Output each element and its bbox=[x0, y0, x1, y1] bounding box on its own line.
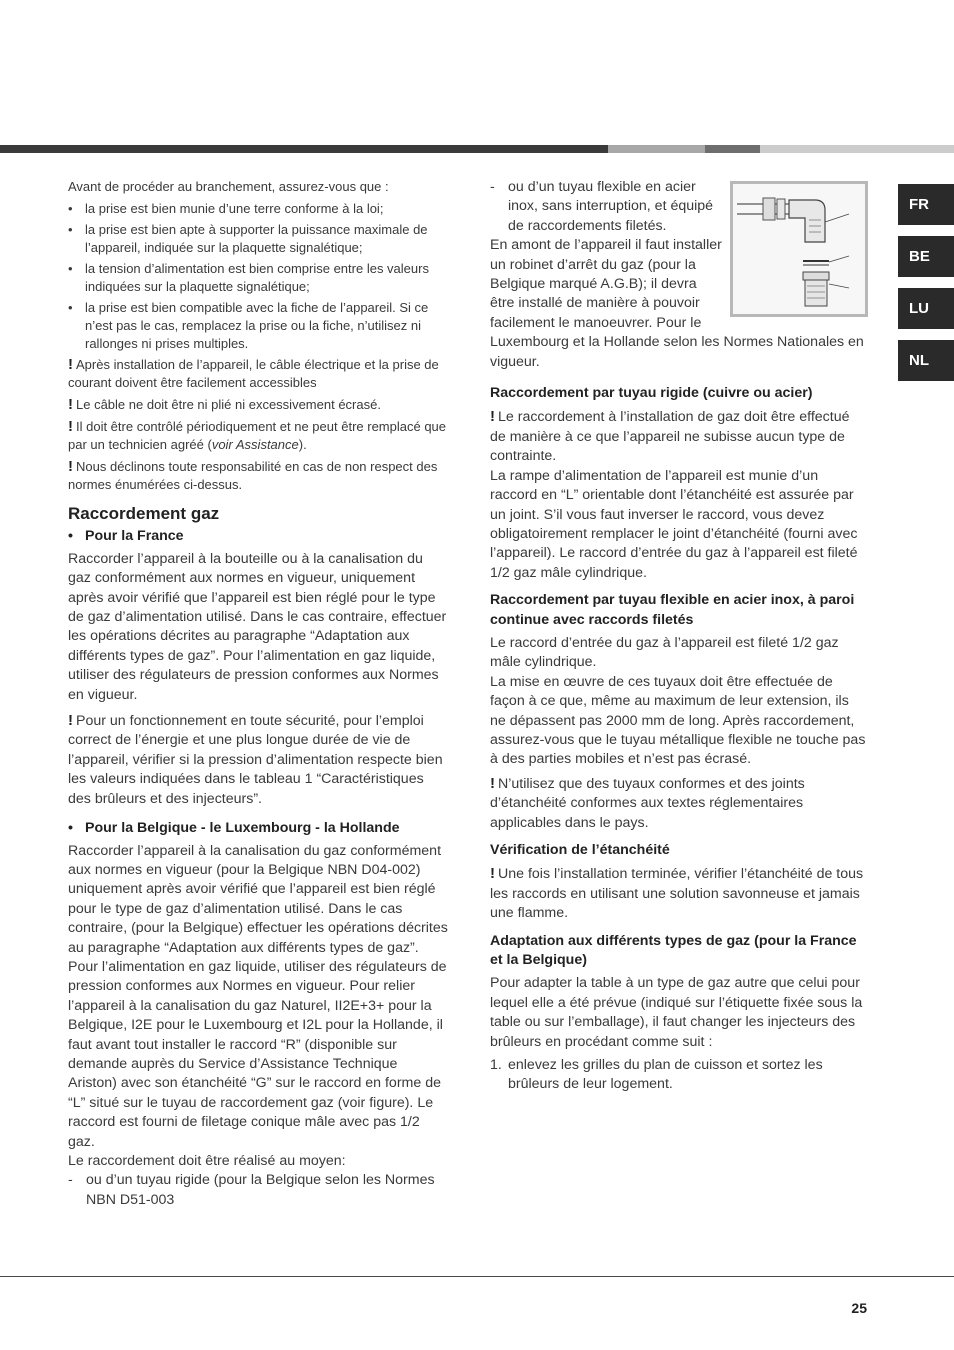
exclamation-icon: ! bbox=[68, 418, 73, 435]
paragraph: La rampe d’alimentation de l’appareil est munie d’un raccord en “L” orientable dont l’étanchéité est assurée par un joint. S’il vous faut inverser le raccord, vous devez obligatoirement remplacer le joint d’étanchéité (fourni avec l’appareil). Le raccord d’entrée du gaz à l’appareil est fileté 1/2 gaz mâle cylindrique. bbox=[490, 467, 858, 581]
subsection-heading: Adaptation aux différents types de gaz (pour la France et la Belgique) bbox=[490, 932, 857, 969]
paragraph: Le raccord d’entrée du gaz à l’appareil est fileté 1/2 gaz mâle cylindrique. bbox=[490, 634, 839, 671]
tab-be[interactable]: BE bbox=[898, 236, 954, 277]
subsection-heading: Raccordement par tuyau flexible en acier inox, à paroi continue avec raccords filetés bbox=[490, 592, 855, 628]
list-item: • la prise est bien munie d’une terre conforme à la loi; bbox=[68, 201, 384, 216]
exclamation-icon: ! bbox=[68, 458, 73, 475]
paragraph: Le raccordement doit être réalisé au moyen: bbox=[68, 1153, 346, 1169]
warning-text: ! Pour un fonctionnement en toute sécurité, pour l’emploi correct de l’énergie et une plus longue durée de vie de l’appareil, vérifier si la pression d’alimentation respecte bien les valeurs indiquées dans le tableau 1 “Caractéristiques des brûleurs et des injecteurs”. bbox=[68, 712, 443, 807]
language-tabs bbox=[898, 184, 954, 392]
left-column bbox=[68, 178, 448, 1210]
list-item: • la prise est bien compatible avec la fiche de l’appareil. Si ce n’est pas le cas, remplacez la prise ou la fiche, n’utilisez ni rallonges ni prises multiples. bbox=[68, 300, 429, 351]
paragraph: En amont de l’appareil il faut installer un robinet d’arrêt du gaz (pour la Belgique marqué A.G.B); il devra être installé de manière à pouvoir facilement le manoeuvrer. Pour le Luxembourg et la Hollande selon les Normes Nationales en vigueur. bbox=[490, 237, 864, 370]
page-number: 25 bbox=[851, 1300, 867, 1316]
header-bar-dark bbox=[0, 145, 608, 153]
header-bar-light bbox=[760, 145, 954, 153]
header-bar bbox=[0, 145, 954, 153]
warning-text: ! Il doit être contrôlé périodiquement et ne peut être remplacé que par un technicien agréé (voir Assistance). bbox=[68, 418, 447, 452]
warning-text: ! Nous déclinons toute responsabilité en cas de non respect des normes énumérées ci-dessus. bbox=[68, 458, 438, 492]
warning-text: ! Le raccordement à l’installation de gaz doit être effectué de manière à ce que l’appareil ne subisse aucun type de contrainte. bbox=[490, 408, 850, 465]
header-bar-gray bbox=[705, 145, 760, 153]
tab-fr[interactable]: FR bbox=[898, 184, 954, 225]
exclamation-icon: ! bbox=[490, 865, 495, 883]
subsection-heading: Raccordement par tuyau rigide (cuivre ou acier) bbox=[490, 385, 813, 402]
list-item: - ou d’un tuyau flexible en acier inox, sans interruption, et équipé de raccordements filetés. bbox=[490, 179, 714, 234]
intro-text: Avant de procéder au branchement, assurez-vous que : bbox=[68, 179, 389, 194]
paragraph: Raccorder l’appareil à la canalisation du gaz conformément aux normes en vigueur (pour la Belgique NBN D04-002) uniquement après avoir vérifié que l’appareil est bien réglé pour le type de gaz d’alimentation utilisé. Dans le cas contraire, (pour la Belgique) effectuer les opérations décrites au paragraphe “Adaptation aux différents types de gaz”. Pour l’alimentation en gaz liquide, utiliser des régulateurs de pression conformes aux Normes en vigueur. Pour relier l’appareil à la canalisation du gaz Naturel, II2E+3+ pour la Belgique, I2E pour le Luxembourg et I2L pour la Hollande, il faut avant tout installer le raccord “R” (disponible sur demande auprès du Service d’Assistance Technique Ariston) avec son étanchéité “G” sur le raccord en forme de “L” situé sur le tuyau de raccordement gaz (voir figure). Le raccord est fourni de filetage conique mâle avec pas 1/2 gaz. bbox=[68, 842, 448, 1150]
list-item: • la tension d’alimentation est bien comprise entre les valeurs indiquées sur la plaquette signalétique; bbox=[68, 261, 429, 294]
subsection-heading: Vérification de l’étanchéité bbox=[490, 842, 670, 858]
paragraph: La mise en œuvre de ces tuyaux doit être effectuée de façon à ce que, même au maximum de leur extension, ils ne dépassent pas 2000 mm de long. Après raccordement, assurez-vous que le tuyau métallique flexible ne touche pas à des parties mobiles et n’est pas écrasé. bbox=[490, 673, 866, 768]
subsection-heading: • Pour la France bbox=[68, 528, 184, 545]
exclamation-icon: ! bbox=[68, 396, 73, 413]
tab-nl[interactable]: NL bbox=[898, 340, 954, 381]
right-column bbox=[490, 178, 868, 1095]
footer-divider bbox=[0, 1276, 954, 1277]
subsection-heading: • Pour la Belgique - le Luxembourg - la Hollande bbox=[68, 820, 400, 837]
paragraph: Raccorder l’appareil à la bouteille ou à la canalisation du gaz conformément aux normes en vigueur, uniquement après avoir vérifié que l’appareil est bien réglé pour le type de gaz d’alimentation utilisé. Dans le cas contraire, effectuer les opérations décrites au paragraphe “Adaptation aux différents types de gaz”. Pour l’alimentation en gaz liquide, utiliser des régulateurs de pression conformes aux Normes en vigueur. bbox=[68, 550, 447, 703]
exclamation-icon: ! bbox=[490, 408, 495, 426]
header-bar-mid bbox=[608, 145, 705, 153]
tab-lu[interactable]: LU bbox=[898, 288, 954, 329]
list-item: - ou d’un tuyau rigide (pour la Belgique selon les Normes NBN D51-003 bbox=[68, 1172, 435, 1208]
figure-block bbox=[490, 178, 868, 376]
warning-text: ! Une fois l’installation terminée, vérifier l’étanchéité de tous les raccords en utilisant une solution savonneuse et jamais une flamme. bbox=[490, 865, 864, 922]
warning-text: ! Le câble ne doit être ni plié ni excessivement écrasé. bbox=[68, 396, 381, 413]
list-item: 1. enlevez les grilles du plan de cuisson et sortez les brûleurs de leur logement. bbox=[490, 1057, 823, 1093]
exclamation-icon: ! bbox=[490, 774, 495, 792]
exclamation-icon: ! bbox=[68, 356, 73, 373]
exclamation-icon: ! bbox=[68, 712, 73, 730]
section-title: Raccordement gaz bbox=[68, 504, 220, 523]
warning-text: ! Après installation de l’appareil, le câble électrique et la prise de courant doivent être facilement accessibles bbox=[68, 356, 439, 390]
list-item: • la prise est bien apte à supporter la puissance maximale de l’appareil, indiquée sur la plaquette signalétique; bbox=[68, 222, 428, 255]
paragraph: Pour adapter la table à un type de gaz autre que celui pour lequel elle a été prévue (indiqué sur l’étiquette fixée sous la table ou sur l’emballage), il faut changer les injecteurs des brûleurs en procédant comme suit : bbox=[490, 975, 863, 1050]
warning-text: ! N’utilisez que des tuyaux conformes et des joints d’étanchéité conformes aux textes réglementaires applicables dans le pays. bbox=[490, 774, 805, 831]
